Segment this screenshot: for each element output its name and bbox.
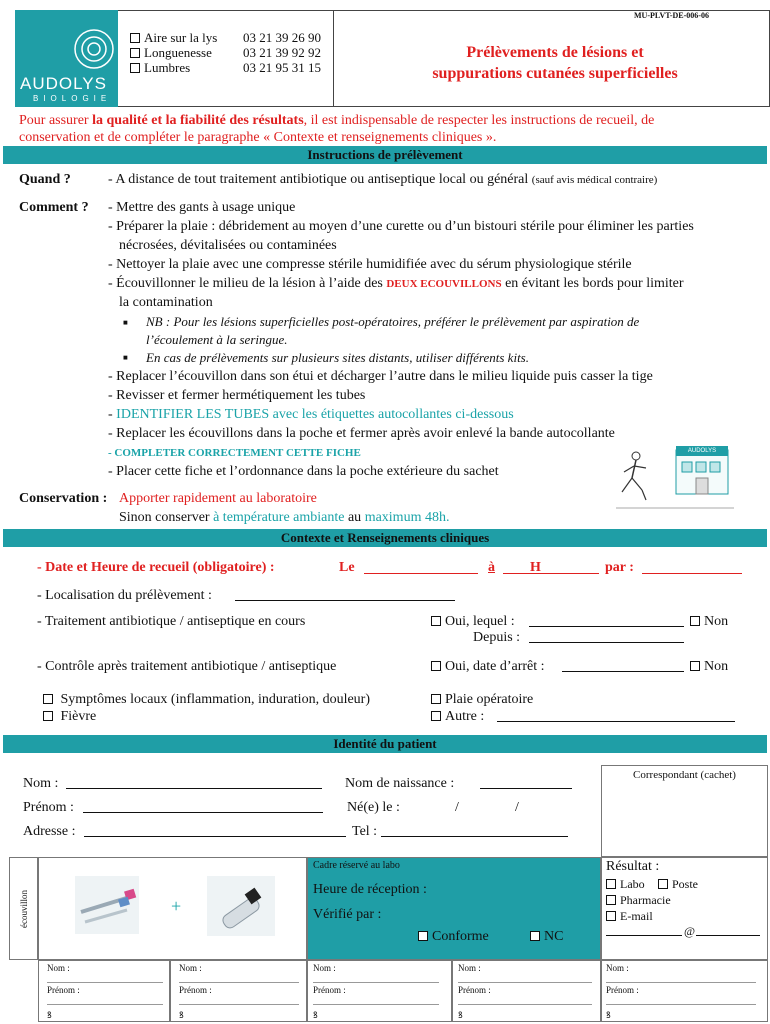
traitement-non-option[interactable]: Non — [690, 612, 728, 631]
conservation-label: Conservation : — [19, 491, 108, 506]
tel-label: Tel : — [352, 824, 378, 839]
site-checkbox[interactable] — [130, 63, 140, 73]
site-checkbox[interactable] — [130, 48, 140, 58]
tel-input[interactable] — [381, 836, 568, 837]
swab-tube-image — [75, 876, 139, 934]
tube-icon — [207, 876, 275, 936]
sticker-prenom: Prénom : — [179, 985, 212, 995]
checkbox[interactable] — [690, 616, 700, 626]
nom-label: Nom : — [23, 776, 59, 791]
traitement-label: - Traitement antibiotique / antiseptique en cours — [37, 614, 306, 629]
ne-le-label: Né(e) le : — [347, 800, 400, 815]
swab-tube-image-2 — [207, 876, 275, 936]
step-10: - Placer cette fiche et l’ordonnance dans la poche extérieure du sachet — [108, 464, 499, 479]
checkbox[interactable] — [658, 879, 668, 889]
site-row: Aire sur la lys — [130, 30, 217, 45]
step-5: - Replacer l’écouvillon dans son étui et décharger l’autre dans le milieu liquide puis casser la tige — [108, 369, 653, 384]
prenom-input[interactable] — [83, 812, 323, 813]
sticker-birth: ꝸ — [606, 1010, 611, 1020]
step-4: - Écouvillonner le milieu de la lésion à l’aide des DEUX ECOUVILLONS en évitant les bords pour limiter — [108, 276, 684, 291]
section-instructions-title: Instructions de prélèvement — [3, 146, 767, 164]
time-input[interactable] — [503, 573, 599, 574]
email-user-input[interactable] — [606, 935, 682, 936]
bullet-icon: ■ — [123, 353, 128, 362]
par-label: par : — [605, 560, 634, 575]
sticker-prenom: Prénom : — [47, 985, 80, 995]
site-checkbox[interactable] — [130, 33, 140, 43]
verifie-label: Vérifié par : — [313, 907, 382, 922]
step-8: - Replacer les écouvillons dans la poche et fermer après avoir enlevé la bande autocollante — [108, 426, 615, 441]
sticker-birth: ꝸ — [179, 1010, 184, 1020]
step-3: - Nettoyer la plaie avec une compresse stérile humidifiée avec du sérum physiologique stérile — [108, 257, 632, 272]
sticker-birth: ꝸ — [313, 1010, 318, 1020]
localisation-input[interactable] — [235, 600, 455, 601]
checkbox[interactable] — [418, 931, 428, 941]
sticker-prenom: Prénom : — [313, 985, 346, 995]
site-row: Lumbres — [130, 60, 217, 75]
controle-non-option[interactable]: Non — [690, 657, 728, 676]
email-option[interactable]: E-mail — [606, 909, 653, 924]
resultat-box — [601, 857, 768, 960]
swab-icon — [75, 876, 139, 934]
adresse-label: Adresse : — [23, 824, 76, 839]
sticker-prenom: Prénom : — [458, 985, 491, 995]
date-arret-input[interactable] — [562, 671, 684, 672]
correspondant-label: Correspondant (cachet) — [633, 769, 736, 781]
conservation-text-2: Sinon conserver à température ambiante au maximum 48h. — [119, 510, 450, 525]
cadre-label: Cadre réservé au labo — [313, 860, 400, 871]
logo-sub: BIOLOGIE — [33, 94, 112, 103]
oui-lequel-option[interactable]: Oui, lequel : — [431, 612, 515, 631]
date-slash: / — [515, 800, 519, 815]
depuis-label: Depuis : — [473, 630, 521, 645]
step-4-cont: la contamination — [119, 295, 213, 310]
nb-2: En cas de prélèvements sur plusieurs sites distants, utiliser différents kits. — [146, 350, 529, 365]
h-label: H — [530, 560, 541, 575]
checkbox[interactable] — [690, 661, 700, 671]
step-7: - IDENTIFIER LES TUBES avec les étiquettes autocollantes ci-dessous — [108, 407, 514, 422]
checkbox[interactable] — [431, 711, 441, 721]
checkbox[interactable] — [431, 661, 441, 671]
checkbox[interactable] — [431, 694, 441, 704]
plus-sign: + — [171, 896, 182, 916]
pharmacie-option[interactable]: Pharmacie — [606, 893, 671, 908]
controle-label: - Contrôle après traitement antibiotique / antiseptique — [37, 659, 337, 674]
logo-name: AUDOLYS — [20, 74, 107, 93]
step-2-cont: nécrosées, dévitalisées ou contaminées — [119, 238, 337, 253]
nb-1-cont: l’écoulement à la seringue. — [146, 332, 288, 347]
conforme-option[interactable]: Conforme — [418, 929, 489, 945]
oui-date-option[interactable]: Oui, date d’arrêt : — [431, 657, 545, 676]
resultat-label: Résultat : — [606, 859, 660, 874]
adresse-input[interactable] — [84, 836, 346, 837]
sticker-prenom: Prénom : — [606, 985, 639, 995]
sticker-birth: ꝸ — [458, 1010, 463, 1020]
checkbox[interactable] — [530, 931, 540, 941]
sticker-label-3[interactable] — [307, 960, 452, 1022]
step-1: - Mettre des gants à usage unique — [108, 200, 296, 215]
plaie-option[interactable]: Plaie opératoire — [431, 690, 533, 709]
checkbox[interactable] — [43, 711, 53, 721]
sticker-nom: Nom : — [458, 963, 481, 973]
at-sign: @ — [684, 924, 696, 938]
poste-option[interactable]: Poste — [658, 877, 698, 892]
step-6: - Revisser et fermer hermétiquement les tubes — [108, 388, 366, 403]
labo-option[interactable]: Labo — [606, 877, 645, 892]
date-label: - Date et Heure de recueil (obligatoire) : — [37, 560, 275, 575]
section-context-title: Contexte et Renseignements cliniques — [3, 529, 767, 547]
section-patient-title: Identité du patient — [3, 735, 767, 753]
sticker-label-5[interactable] — [601, 960, 768, 1022]
localisation-label: - Localisation du prélèvement : — [37, 588, 212, 603]
runner-illustration — [616, 442, 734, 522]
date-slash: / — [455, 800, 459, 815]
swab-label-cell — [9, 857, 38, 960]
prenom-label: Prénom : — [23, 800, 74, 815]
step-9: - COMPLETER CORRECTEMENT CETTE FICHE — [108, 447, 361, 459]
symptomes-option[interactable]: Symptômes locaux (inflammation, induration, douleur) — [43, 690, 370, 709]
conservation-text: Apporter rapidement au laboratoire — [119, 491, 317, 506]
sticker-label-2[interactable] — [170, 960, 307, 1022]
intro-line1: Pour assurer la qualité et la fiabilité des résultats, il est indispensable de respecter les instructions de recueil, de — [19, 113, 655, 128]
labo-reserved-box — [307, 857, 601, 960]
swab-label: écouvillon — [19, 890, 29, 928]
heure-reception-label: Heure de réception : — [313, 882, 427, 897]
nom-naissance-label: Nom de naissance : — [345, 776, 455, 791]
date-input[interactable] — [364, 573, 478, 574]
intro-line2: conservation et de compléter le paragraphe « Contexte et renseignements cliniques ». — [19, 130, 497, 145]
site-phone: 03 21 39 26 90 — [243, 30, 321, 45]
checkbox[interactable] — [43, 694, 53, 704]
lequel-input[interactable] — [529, 626, 684, 627]
a-label: à — [488, 560, 495, 575]
quand-text: - A distance de tout traitement antibiotique ou antiseptique local ou général (sauf avis médical contraire) — [108, 172, 658, 187]
autre-input[interactable] — [497, 721, 735, 722]
step-2: - Préparer la plaie : débridement au moyen d’une curette ou d’un bistouri stérile pour éliminer les parties — [108, 219, 694, 234]
nb-1: NB : Pour les lésions superficielles post-opératoires, préférer le prélèvement par aspiration de — [146, 314, 640, 329]
sticker-nom: Nom : — [179, 963, 202, 973]
site-row: Longuenesse — [130, 45, 217, 60]
doc-code: MU-PLVT-DE-006-06 — [634, 11, 709, 20]
checkbox[interactable] — [431, 616, 441, 626]
lab-sign: AUDOLYS — [687, 448, 717, 454]
email-domain-input[interactable] — [696, 935, 760, 936]
page-title: Prélèvements de lésions et suppurations cutanées superficielles — [432, 44, 678, 82]
site-phone: 03 21 39 92 92 — [243, 45, 321, 60]
sticker-nom: Nom : — [47, 963, 70, 973]
checkbox[interactable] — [606, 895, 616, 905]
fievre-option[interactable]: Fièvre — [43, 707, 96, 726]
sticker-label-4[interactable] — [452, 960, 601, 1022]
comment-label: Comment ? — [19, 200, 89, 215]
sticker-nom: Nom : — [606, 963, 629, 973]
checkbox[interactable] — [606, 911, 616, 921]
par-input[interactable] — [642, 573, 742, 574]
sticker-nom: Nom : — [313, 963, 336, 973]
sites-list — [130, 30, 217, 75]
checkbox[interactable] — [606, 879, 616, 889]
logo — [15, 10, 118, 107]
sticker-label-1[interactable] — [38, 960, 170, 1022]
nom-input[interactable] — [66, 788, 322, 789]
sites-phones — [243, 30, 321, 75]
nc-option[interactable]: NC — [530, 929, 563, 945]
sticker-birth: ꝸ — [47, 1010, 52, 1020]
quand-label: Quand ? — [19, 172, 71, 187]
nom-naissance-input[interactable] — [480, 788, 572, 789]
swab-images-cell — [38, 857, 307, 960]
le-label: Le — [339, 560, 355, 575]
site-phone: 03 21 95 31 15 — [243, 60, 321, 75]
autre-option[interactable]: Autre : — [431, 707, 484, 726]
correspondant-box[interactable] — [601, 765, 768, 857]
bullet-icon: ■ — [123, 318, 128, 327]
depuis-input[interactable] — [529, 642, 684, 643]
